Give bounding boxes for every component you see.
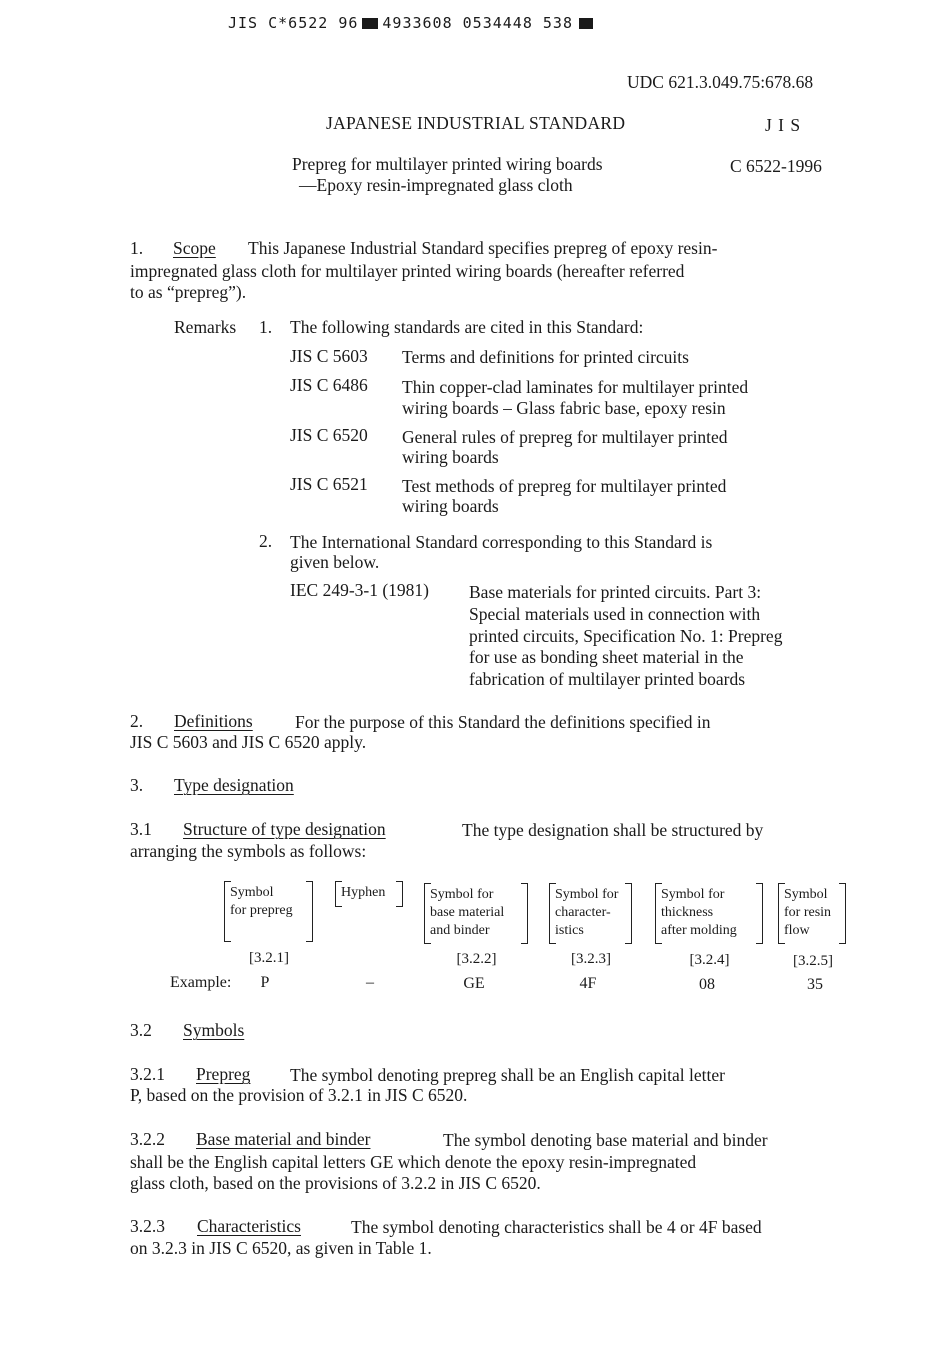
remark-2-number: 2. (259, 531, 273, 551)
section-3-2-3-text: on 3.2.3 in JIS C 6520, as given in Table 1. (130, 1238, 432, 1258)
remarks-label: Remarks (174, 317, 237, 337)
symbol-box-characteristics (549, 883, 632, 944)
section-3-2-2-text: glass cloth, based on the provisions of 3.2.2 in JIS C 6520. (130, 1173, 541, 1193)
cited-standard-title: wiring boards – Glass fabric base, epoxy resin (402, 398, 726, 418)
clause-ref: [3.2.3] (571, 951, 611, 967)
header-code: JIS C*6522 96 (228, 14, 359, 32)
box-line: Symbol (230, 885, 274, 900)
symbol-box-base-material (424, 883, 528, 944)
cited-standard-code: JIS C 6521 (290, 474, 368, 494)
remark-2-text: given below. (290, 552, 380, 572)
example-value: GE (463, 975, 485, 992)
remark-2-text: The International Standard corresponding to this Standard is (290, 532, 713, 552)
symbol-box-resin-flow (778, 883, 846, 944)
section-1-text: to as “prepreg”). (130, 282, 247, 302)
standard-org: JAPANESE INDUSTRIAL STANDARD (326, 113, 626, 133)
section-3-2-2-text: The symbol denoting base material and binder (443, 1130, 768, 1150)
box-line: Symbol for (555, 887, 619, 902)
example-value: 4F (579, 975, 597, 992)
box-line: character- (555, 905, 611, 920)
section-3-2-2-heading: Base material and binder (196, 1129, 371, 1149)
section-3-1-heading: Structure of type designation (183, 819, 386, 839)
header-code-line (228, 14, 593, 32)
udc-number: UDC 621.3.049.75:678.68 (627, 72, 814, 92)
section-3-1-text: The type designation shall be structured by (462, 820, 764, 840)
section-2-heading: Definitions (174, 711, 253, 731)
remark-1-text: The following standards are cited in this Standard: (290, 317, 644, 337)
section-3-2-2-text: shall be the English capital letters GE which denote the epoxy resin-impregnated (130, 1152, 697, 1172)
section-3-heading: Type designation (174, 775, 294, 795)
clause-ref: [3.2.5] (793, 953, 833, 969)
box-line: istics (555, 923, 584, 938)
iec-title: fabrication of multilayer printed boards (469, 669, 746, 689)
section-2-number: 2. (130, 711, 144, 731)
cited-standard-code: JIS C 6486 (290, 375, 368, 395)
section-2-text: For the purpose of this Standard the definitions specified in (295, 712, 711, 732)
cited-standard-title: wiring boards (402, 496, 499, 516)
example-value: P (260, 974, 270, 991)
cited-standard-title: General rules of prepreg for multilayer printed (402, 427, 728, 447)
box-line: Symbol for (661, 887, 725, 902)
section-1-heading: Scope (173, 238, 216, 258)
section-3-1-number: 3.1 (130, 819, 152, 839)
section-3-2-1-text: P, based on the provision of 3.2.1 in JIS C 6520. (130, 1085, 468, 1105)
section-3-2-1-heading: Prepreg (196, 1064, 251, 1084)
section-3-2-3-text: The symbol denoting characteristics shall be 4 or 4F based (351, 1217, 762, 1237)
cited-standard-title: wiring boards (402, 447, 499, 467)
iec-title: Base materials for printed circuits. Part 3: (469, 582, 762, 602)
box-line: and binder (430, 923, 490, 938)
box-line: for prepreg (230, 903, 293, 918)
section-3-number: 3. (130, 775, 144, 795)
section-1-text: This Japanese Industrial Standard specifies prepreg of epoxy resin- (248, 238, 718, 258)
box-line: Symbol (784, 887, 828, 902)
section-3-1-text: arranging the symbols as follows: (130, 841, 367, 861)
example-value: 08 (699, 976, 715, 993)
header-block-mark (362, 18, 378, 29)
document-title: Prepreg for multilayer printed wiring boards (292, 154, 603, 174)
clause-ref: [3.2.1] (249, 950, 289, 966)
iec-code: IEC 249-3-1 (1981) (290, 580, 430, 600)
section-1-text: impregnated glass cloth for multilayer printed wiring boards (hereafter referred (130, 261, 685, 281)
clause-ref: [3.2.2] (456, 951, 497, 967)
example-value: 35 (807, 976, 823, 993)
example-label: Example: (170, 974, 232, 991)
cited-standard-code: JIS C 6520 (290, 425, 368, 445)
section-1-number: 1. (130, 238, 144, 258)
section-3-2-1-number: 3.2.1 (130, 1064, 165, 1084)
box-line: thickness (661, 905, 714, 920)
symbol-box-prepreg (224, 881, 313, 942)
cited-standard-title: Test methods of prepreg for multilayer printed (402, 476, 727, 496)
section-3-2-2-number: 3.2.2 (130, 1129, 165, 1149)
section-3-2-3-heading: Characteristics (197, 1216, 301, 1236)
iec-title: printed circuits, Specification No. 1: Prepreg (469, 626, 783, 646)
symbol-box-hyphen (335, 881, 403, 907)
iec-title: Special materials used in connection with (469, 604, 761, 624)
box-line: Symbol for (430, 887, 494, 902)
symbol-box-thickness (655, 883, 763, 944)
section-3-2-3-number: 3.2.3 (130, 1216, 165, 1236)
box-line: base material (430, 905, 505, 920)
header-code-2: 4933608 0534448 538 (382, 14, 573, 32)
section-2-text: JIS C 5603 and JIS C 6520 apply. (130, 732, 367, 752)
box-line: flow (784, 923, 810, 938)
section-3-2-heading: Symbols (183, 1020, 245, 1040)
cited-standard-code: JIS C 5603 (290, 346, 368, 366)
box-line: after molding (661, 923, 737, 938)
document-subtitle: —Epoxy resin-impregnated glass cloth (299, 175, 573, 195)
cited-standard-title: Terms and definitions for printed circuits (402, 347, 689, 367)
header-block-mark-2 (579, 18, 593, 29)
clause-ref: [3.2.4] (689, 952, 730, 968)
box-line: Hyphen (341, 885, 386, 900)
box-line: for resin (784, 905, 832, 920)
iec-title: for use as bonding sheet material in the (469, 647, 744, 667)
section-3-2-number: 3.2 (130, 1020, 152, 1040)
standard-number: C 6522-1996 (730, 156, 822, 176)
example-value: – (366, 974, 374, 991)
jis-mark: J I S (765, 115, 802, 135)
section-3-2-1-text: The symbol denoting prepreg shall be an English capital letter (290, 1065, 725, 1085)
remark-1-number: 1. (259, 317, 273, 337)
cited-standard-title: Thin copper-clad laminates for multilayer printed (402, 377, 749, 397)
